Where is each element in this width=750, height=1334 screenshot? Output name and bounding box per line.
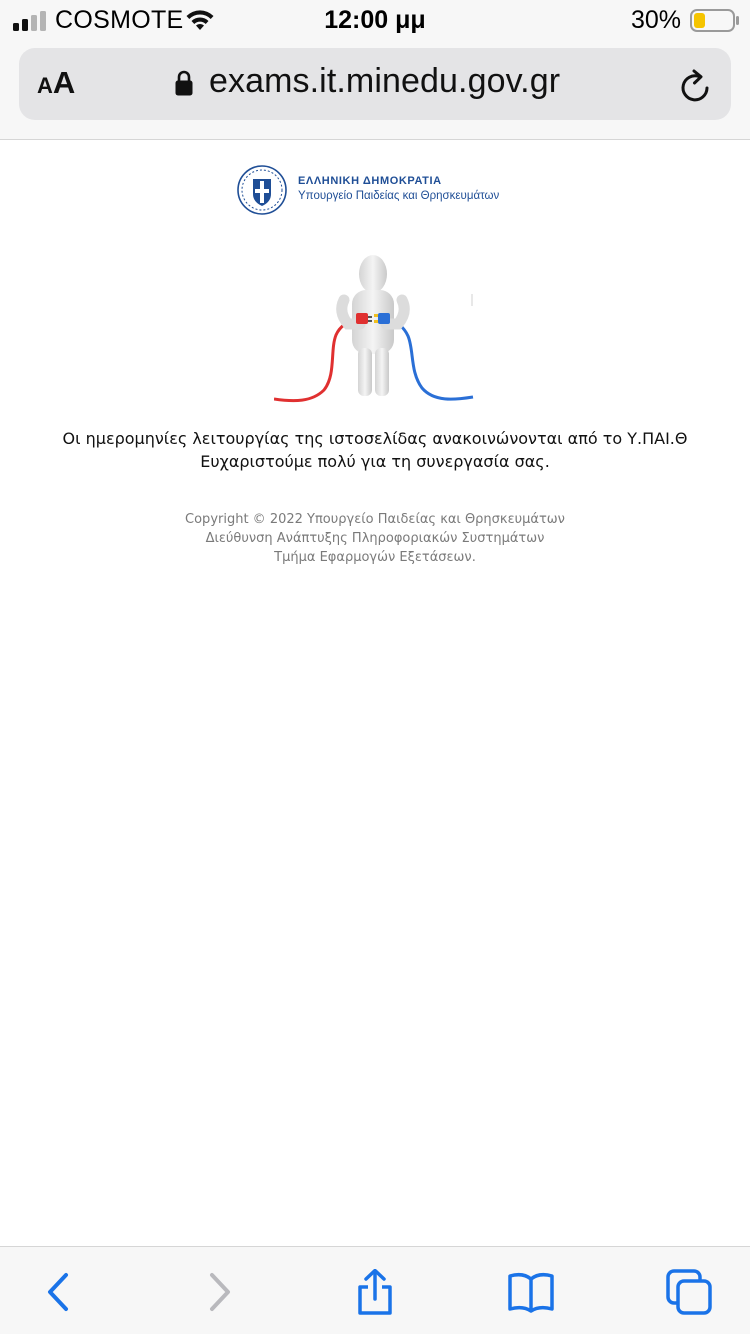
- header-title: ΕΛΛΗΝΙΚΗ ΔΗΜΟΚΡΑΤΙΑ: [298, 175, 442, 187]
- carrier-name: COSMOTE: [55, 6, 184, 34]
- battery-fill: [694, 13, 705, 28]
- forward-button[interactable]: [196, 1269, 242, 1315]
- browser-top-bar: [0, 0, 750, 140]
- footer-line-3: Τμήμα Εφαρμογών Εξετάσεων.: [274, 550, 476, 565]
- ministry-header: [236, 164, 526, 216]
- battery-percentage: 30%: [631, 6, 682, 34]
- notice-line-1: Οι ημερομηνίες λειτουργίας της ιστοσελίδας ανακοινώνονται από το Υ.ΠΑΙ.Θ: [62, 429, 688, 448]
- maintenance-illustration: [274, 250, 474, 406]
- back-icon: [36, 1269, 82, 1315]
- battery-icon: [690, 9, 740, 32]
- bookmarks-button[interactable]: [508, 1269, 554, 1315]
- bookmarks-icon: [508, 1269, 554, 1315]
- tabs-button[interactable]: [666, 1269, 712, 1315]
- browser-bottom-toolbar: [0, 1246, 750, 1334]
- footer-copyright: [0, 510, 750, 567]
- reload-icon[interactable]: [679, 68, 713, 104]
- greek-coat-of-arms-icon: [236, 164, 288, 216]
- tabs-icon: [666, 1269, 712, 1315]
- notice-line-2: Ευχαριστούμε πολύ για τη συνεργασία σας.: [200, 452, 550, 471]
- forward-icon: [196, 1269, 242, 1315]
- back-button[interactable]: [36, 1269, 82, 1315]
- status-time: 12:00 μμ: [324, 6, 426, 34]
- share-icon: [352, 1269, 398, 1315]
- notice-message: [0, 427, 750, 473]
- footer-line-1: Copyright © 2022 Υπουργείο Παιδείας και Θρησκευμάτων: [185, 512, 565, 527]
- footer-line-2: Διεύθυνση Ανάπτυξης Πληροφοριακών Συστημάτων: [205, 531, 545, 546]
- text-size-small-letter: A: [37, 73, 53, 98]
- address-bar[interactable]: [19, 48, 731, 120]
- lock-icon: [175, 69, 193, 97]
- text-size-big-letter: A: [52, 65, 76, 100]
- header-subtitle: Υπουργείο Παιδείας και Θρησκευμάτων: [298, 190, 500, 202]
- status-bar: [0, 0, 750, 44]
- text-size-button[interactable]: [37, 65, 75, 101]
- url-text[interactable]: exams.it.minedu.gov.gr: [209, 62, 561, 100]
- share-button[interactable]: [352, 1269, 398, 1315]
